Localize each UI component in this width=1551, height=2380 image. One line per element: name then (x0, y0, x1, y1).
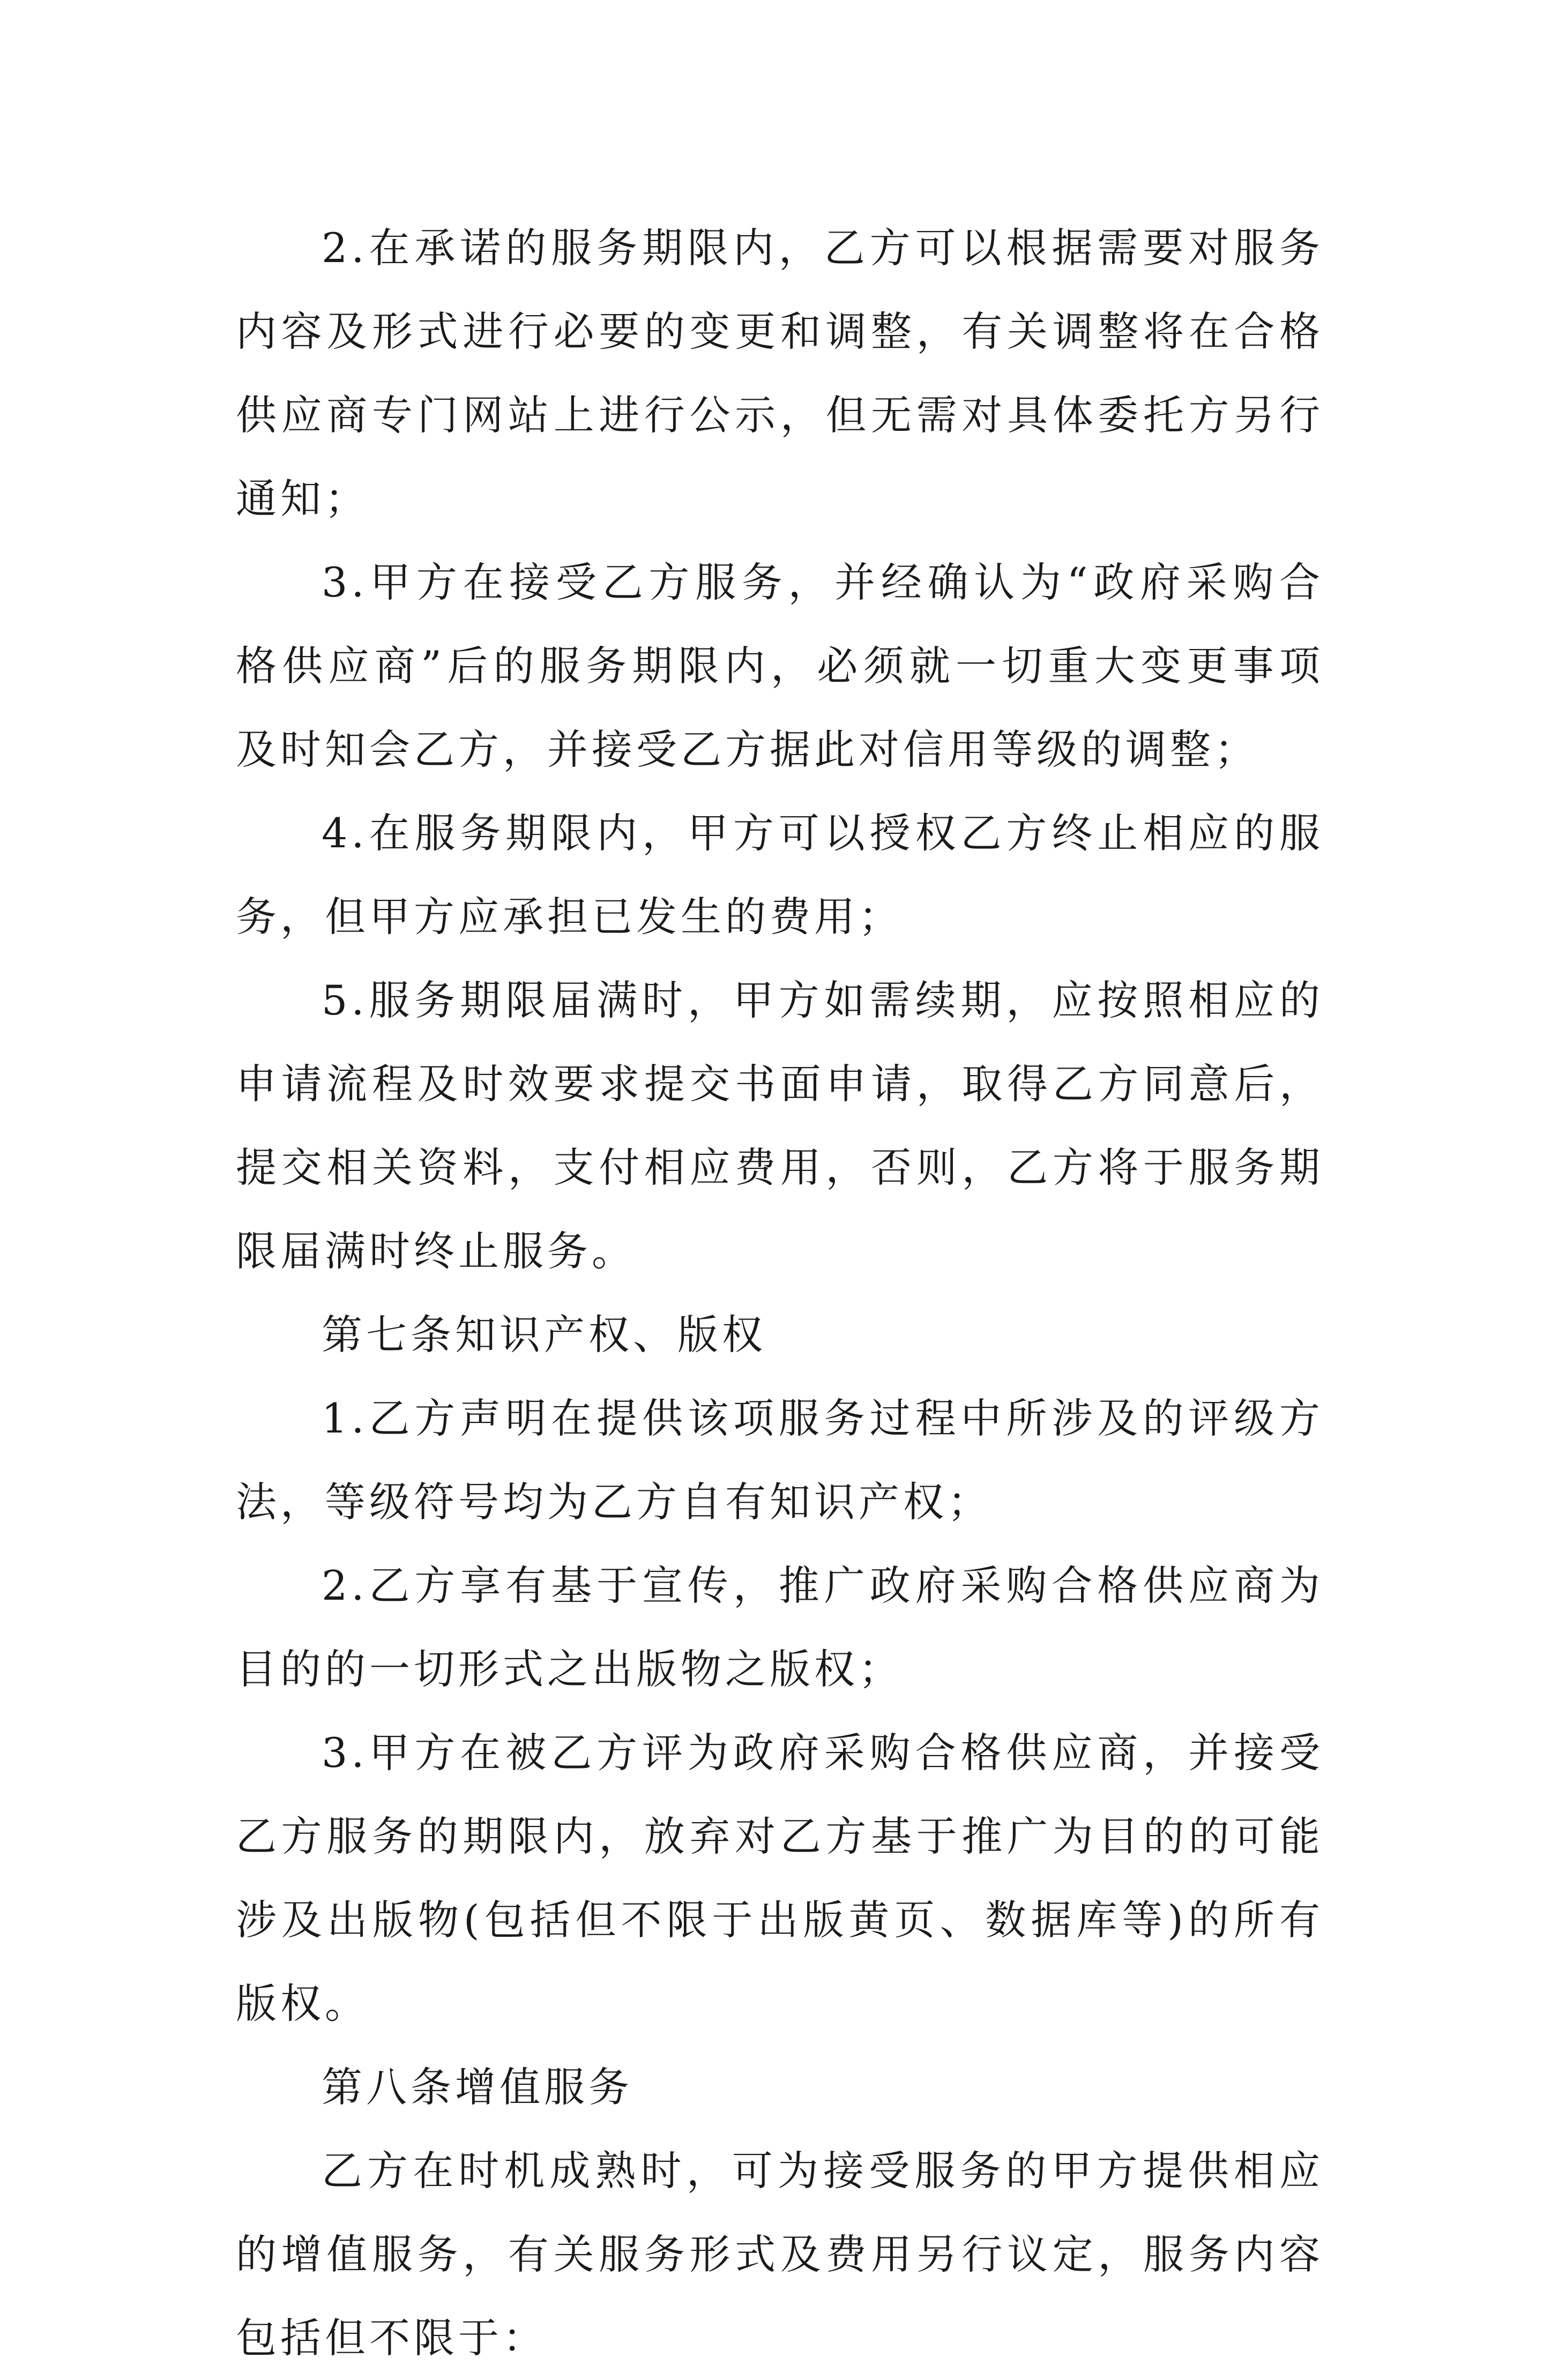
paragraph-copyright-waiver: 3.甲方在被乙方评为政府采购合格供应商，并接受乙方服务的期限内，放弃对乙方基于推广为目的的可能涉及出版物(包括但不限于出版黄页、数据库等)的所有版权。 (236, 1729, 1324, 2027)
paragraph-service-termination: 4.在服务期限内，甲方可以授权乙方终止相应的服务，但甲方应承担已发生的费用； (236, 809, 1324, 941)
paragraph-change-notification: 3.甲方在接受乙方服务，并经确认为“政府采购合格供应商”后的服务期限内，必须就一切重大变更事项及时知会乙方，并接受乙方据此对信用等级的调整； (236, 558, 1324, 773)
document-body (236, 206, 1324, 2380)
article-8-heading: 第八条增值服务 (322, 2063, 633, 2111)
paragraph-service-adjustment: 2.在承诺的服务期限内，乙方可以根据需要对服务内容及形式进行必要的变更和调整，有关调整将在合格供应商专门网站上进行公示，但无需对具体委托方另行通知； (236, 224, 1324, 523)
paragraph-renewal: 5.服务期限届满时，甲方如需续期，应按照相应的申请流程及时效要求提交书面申请，取得乙方同意后，提交相关资料，支付相应费用，否则，乙方将于服务期限届满时终止服务。 (236, 976, 1324, 1275)
article-7-heading: 第七条知识产权、版权 (322, 1311, 766, 1359)
paragraph-value-added-services: 乙方在时机成熟时，可为接受服务的甲方提供相应的增值服务，有关服务形式及费用另行议定，服务内容包括但不限于： (236, 2147, 1324, 2362)
paragraph-ip-methods: 1.乙方声明在提供该项服务过程中所涉及的评级方法，等级符号均为乙方自有知识产权； (236, 1394, 1324, 1526)
paragraph-publication-copyright: 2.乙方享有基于宣传，推广政府采购合格供应商为目的的一切形式之出版物之版权； (236, 1562, 1324, 1693)
